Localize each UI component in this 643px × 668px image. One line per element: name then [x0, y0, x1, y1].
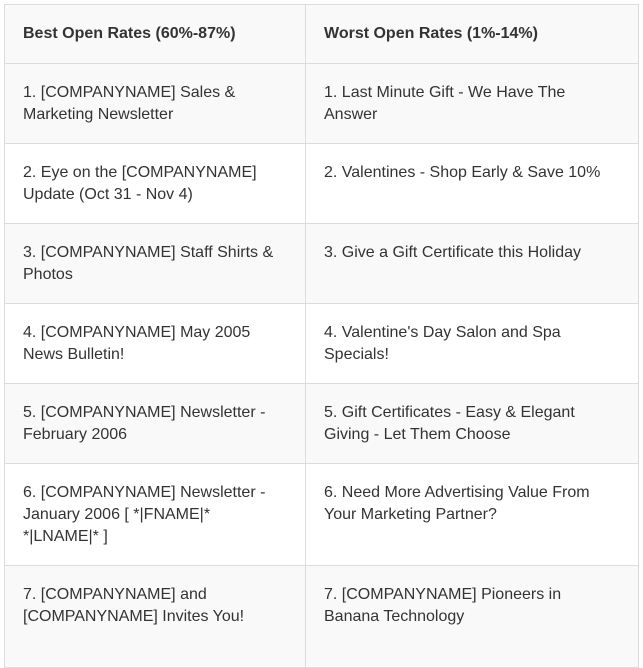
best-subject-cell: 6. [COMPANYNAME] Newsletter - January 2006 [ *|FNAME|* *|LNAME|* ]	[5, 464, 306, 566]
worst-subject-cell: 2. Valentines - Shop Early & Save 10%	[306, 144, 639, 224]
table-row	[5, 304, 639, 384]
table-row	[5, 224, 639, 304]
table-row	[5, 384, 639, 464]
best-subject-cell: 3. [COMPANYNAME] Staff Shirts & Photos	[5, 224, 306, 304]
table-row	[5, 64, 639, 144]
worst-subject-cell: 6. Need More Advertising Value From Your Marketing Partner?	[306, 464, 639, 566]
table-row	[5, 144, 639, 224]
worst-subject-cell: 5. Gift Certificates - Easy & Elegant Giving - Let Them Choose	[306, 384, 639, 464]
best-open-rates-header: Best Open Rates (60%-87%)	[5, 5, 306, 64]
best-subject-cell: 5. [COMPANYNAME] Newsletter - February 2006	[5, 384, 306, 464]
table-header-row	[5, 5, 639, 64]
open-rates-comparison-table	[4, 4, 639, 668]
worst-subject-cell: 1. Last Minute Gift - We Have The Answer	[306, 64, 639, 144]
best-subject-cell: 4. [COMPANYNAME] May 2005 News Bulletin!	[5, 304, 306, 384]
table-row	[5, 566, 639, 668]
best-subject-cell: 1. [COMPANYNAME] Sales & Marketing Newsletter	[5, 64, 306, 144]
worst-subject-cell: 4. Valentine's Day Salon and Spa Specials!	[306, 304, 639, 384]
worst-subject-cell: 3. Give a Gift Certificate this Holiday	[306, 224, 639, 304]
worst-subject-cell: 7. [COMPANYNAME] Pioneers in Banana Technology	[306, 566, 639, 668]
worst-open-rates-header: Worst Open Rates (1%-14%)	[306, 5, 639, 64]
table-row	[5, 464, 639, 566]
best-subject-cell: 7. [COMPANYNAME] and [COMPANYNAME] Invites You!	[5, 566, 306, 668]
best-subject-cell: 2. Eye on the [COMPANYNAME] Update (Oct 31 - Nov 4)	[5, 144, 306, 224]
